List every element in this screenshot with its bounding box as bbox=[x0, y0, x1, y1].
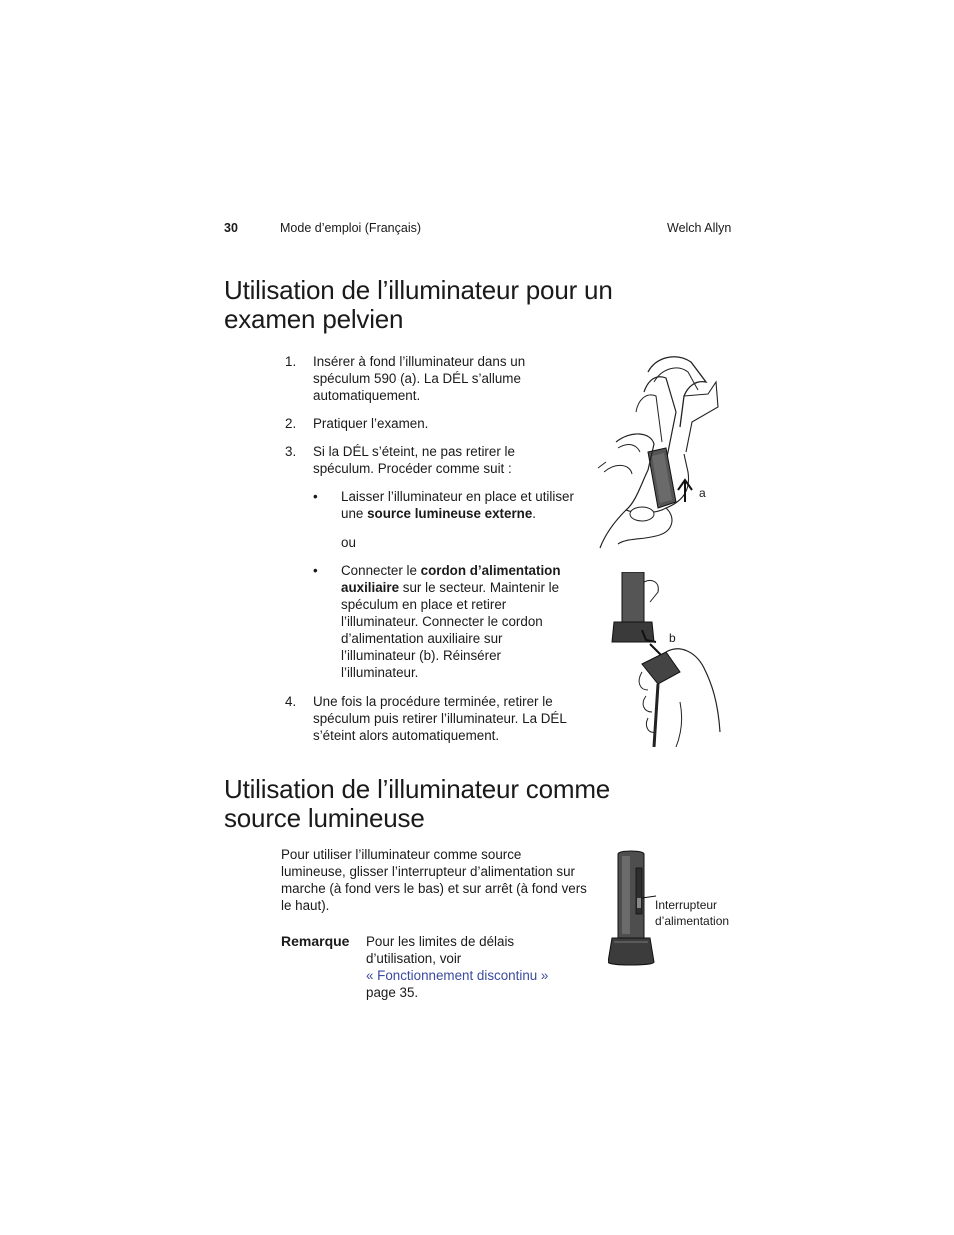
light-source-paragraph: Pour utiliser l’illuminateur comme source lumineuse, glisser l’interrupteur d’alimentation sur marche (à fond vers le bas) et sur arrêt (à fond vers le haut). bbox=[281, 847, 587, 913]
step-number: 2. bbox=[285, 416, 297, 431]
power-switch-label: Interrupteur d’alimentation bbox=[655, 898, 730, 928]
bullet-text: Laisser l’illuminateur en place et utiliser une source lumineuse externe. bbox=[341, 489, 574, 521]
section-heading-pelvic bbox=[224, 276, 613, 334]
figure-label-b: b bbox=[669, 631, 676, 645]
step-text: Insérer à fond l’illuminateur dans un spéculum 590 (a). La DÉL s’allume automatiquement. bbox=[313, 354, 526, 403]
figure-label-a: a bbox=[699, 486, 706, 500]
or-text: ou bbox=[341, 535, 356, 550]
heading-line: Utilisation de l’illuminateur pour un bbox=[224, 275, 613, 305]
bullet-text: Connecter le cordon d’alimentation auxiliaire sur le secteur. Maintenir le spéculum en place et retirer l’illuminateur. Connecter le cordon d’alimentation auxiliaire sur l’illuminateur (b). Réinsérer l’illuminateur. bbox=[341, 563, 561, 680]
step-number: 3. bbox=[285, 444, 297, 459]
step-number: 4. bbox=[285, 694, 297, 709]
note-text: Pour les limites de délais d’utilisation, voir « Fonctionnement discontinu » page 35. bbox=[366, 934, 549, 1000]
step-text: Si la DÉL s’éteint, ne pas retirer le spéculum. Procéder comme suit : bbox=[313, 444, 515, 476]
brand-name: Welch Allyn bbox=[667, 221, 732, 235]
section-heading-light-source bbox=[224, 775, 610, 833]
manual-title: Mode d’emploi (Français) bbox=[280, 221, 422, 235]
heading-line: Utilisation de l’illuminateur comme bbox=[224, 774, 611, 804]
bullet-dot: • bbox=[313, 563, 318, 578]
step-number: 1. bbox=[285, 354, 297, 369]
step-text: Une fois la procédure terminée, retirer le spéculum puis retirer l’illuminateur. La DÉL s’éteint alors automatiquement. bbox=[313, 694, 567, 743]
bullet-dot: • bbox=[313, 489, 318, 504]
note-label: Remarque bbox=[281, 933, 350, 949]
auxiliary-cord-illustration bbox=[600, 572, 730, 747]
step-text: Pratiquer l’examen. bbox=[313, 416, 429, 431]
discontinuous-operation-link[interactable]: « Fonctionnement discontinu » bbox=[366, 968, 549, 983]
heading-line: examen pelvien bbox=[224, 304, 404, 334]
heading-line: source lumineuse bbox=[224, 803, 425, 833]
speculum-illustration bbox=[596, 352, 726, 552]
page-number: 30 bbox=[224, 221, 238, 235]
